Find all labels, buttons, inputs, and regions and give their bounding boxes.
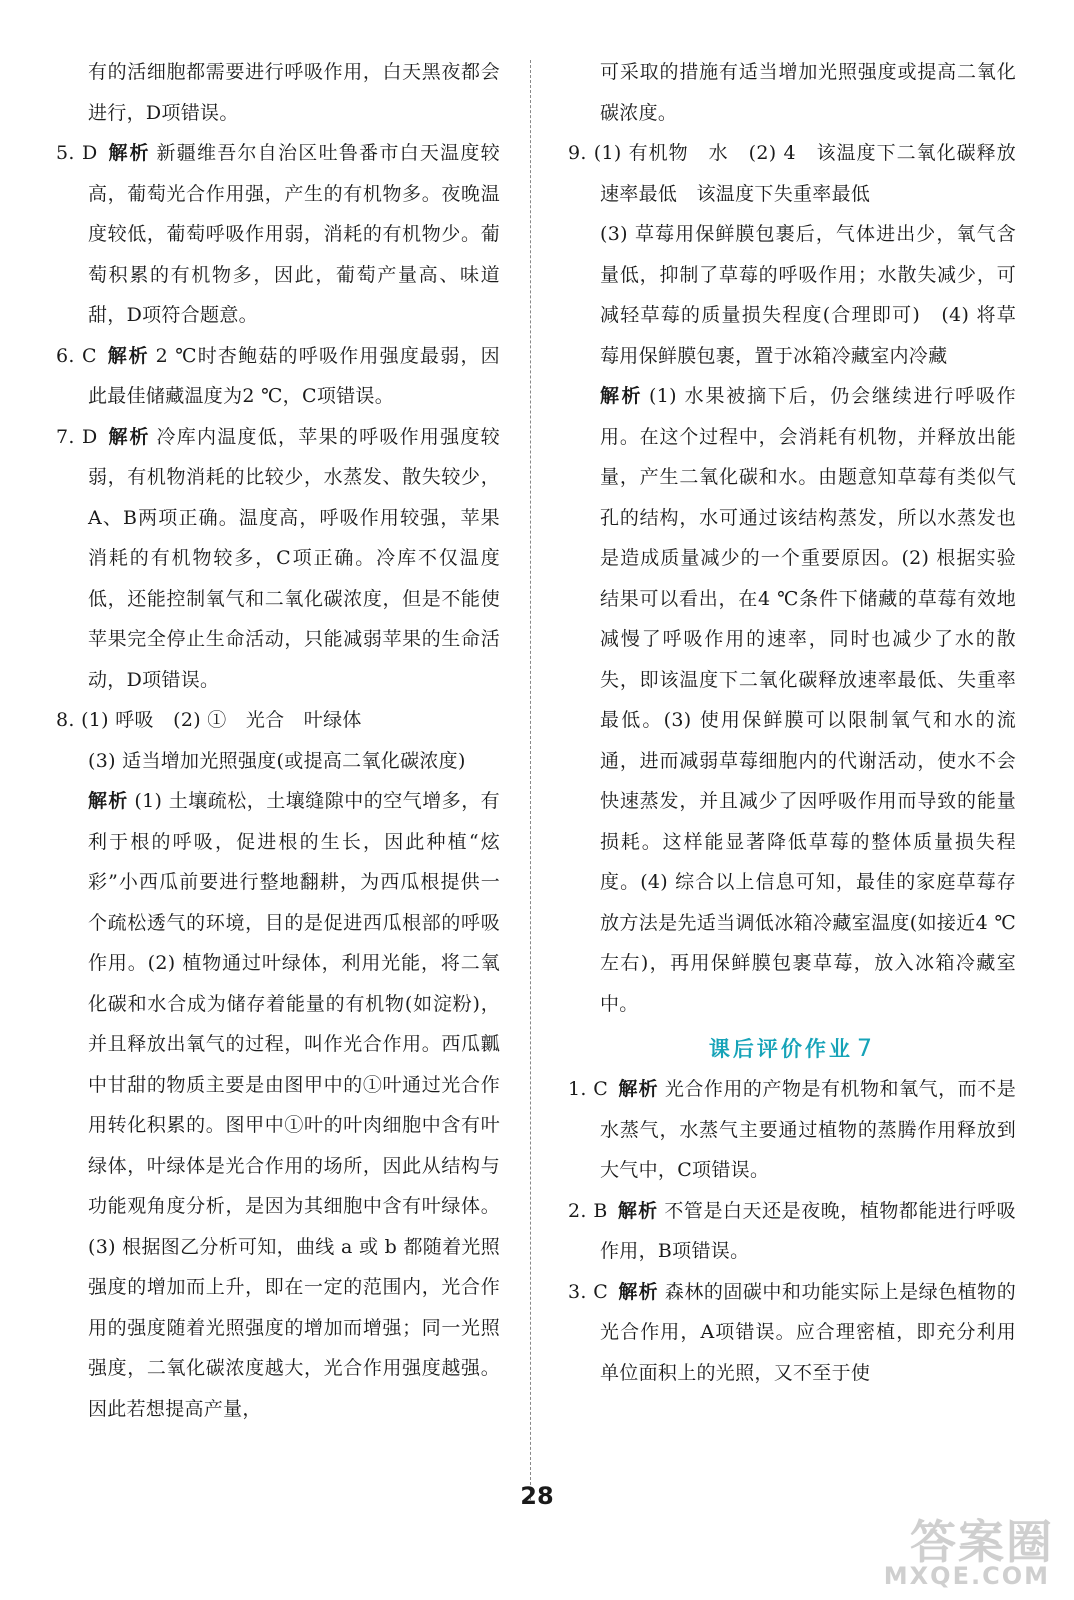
answer-item-9: 9. (1) 有机物 水 (2) 4 该温度下二氧化碳释放速率最低 该温度下失重率最低: [568, 142, 1016, 205]
answer-item-9-analysis: 解析 (1) 水果被摘下后，仍会继续进行呼吸作用。在这个过程中，会消耗有机物，并释放出能量，产生二氧化碳和水。由题意知草莓有类似气孔的结构，水可通过该结构蒸发，所以水蒸发也是造成质量减少的一个重要原因。(2) 根据实验结果可以看出，在4 ℃条件下储藏的草莓有效地减慢了呼吸作用的速率，同时也减少了水的散失，即该温度下二氧化碳释放速率最低、失重率最低。(3) 使用保鲜膜可以限制氧气和水的流通，进而减弱草莓细胞内的代谢活动，使水不会快速蒸发，并且减少了因呼吸作用而导致的能量损耗。这样能显著降低草莓的整体质量损失程度。(4) 综合以上信息可知，最佳的家庭草莓存放方法是先适当调低冰箱冷藏室温度(如接近4 ℃左右)，再用保鲜膜包裹草莓，放入冰箱冷藏室中。: [600, 385, 1016, 1015]
section-heading: 课后评价作业 7: [708, 1034, 876, 1062]
answer-item-8-analysis: 解析 (1) 土壤疏松，土壤缝隙中的空气增多，有利于根的呼吸，促进根的生长，因此种植“炫彩”小西瓜前要进行整地翻耕，为西瓜根提供一个疏松透气的环境，目的是促进西瓜根部的呼吸作用。(2) 植物通过叶绿体，利用光能，将二氧化碳和水合成为储存着能量的有机物(如淀粉)，并且释放出氧气的过程，叫作光合作用。西瓜瓤中甘甜的物质主要是由图甲中的①叶通过光合作用转化积累的。图甲中①叶的叶肉细胞中含有叶绿体，叶绿体是光合作用的场所，因此从结构与功能观角度分析，是因为其细胞中含有叶绿体。(3) 根据图乙分析可知，曲线 a 或 b 都随着光照强度的增加而上升，即在一定的范围内，光合作用的强度随着光照强度的增加而增强；同一光照强度，二氧化碳浓度越大，光合作用强度越强。因此若想提高产量，: [88, 790, 500, 1420]
paragraph: 有的活细胞都需要进行呼吸作用，白天黑夜都会进行，D项错误。: [88, 61, 500, 124]
answer-item-3: 3. C 解析 森林的固碳中和功能实际上是绿色植物的光合作用，A项错误。应合理密植，即充分利用单位面积上的光照，又不至于使: [568, 1280, 1016, 1384]
right-column: [568, 52, 1016, 1393]
column-divider: [530, 60, 531, 1500]
answer-item-7: 7. D 解析 冷库内温度低，苹果的呼吸作用强度较弱，有机物消耗的比较少，水蒸发、散失较少，A、B两项正确。温度高，呼吸作用较强，苹果消耗的有机物较多，C项正确。冷库不仅温度低，还能控制氧气和二氧化碳浓度，但是不能使苹果完全停止生命活动，只能减弱苹果的生命活动，D项错误。: [56, 425, 500, 691]
answer-item-6: 6. C 解析 2 ℃时杏鲍菇的呼吸作用强度最弱，因此最佳储藏温度为2 ℃，C项错误。: [56, 344, 500, 407]
paragraph: 可采取的措施有适当增加光照强度或提高二氧化碳浓度。: [600, 61, 1016, 124]
answer-item-8: 8. (1) 呼吸 (2) ① 光合 叶绿体: [56, 709, 362, 731]
watermark-url: MXQE.COM: [883, 1562, 1050, 1590]
watermark-logo: [872, 1504, 1062, 1594]
left-column: [56, 52, 500, 1429]
watermark-text: 答案圈: [910, 1515, 1054, 1569]
answer-item-5: 5. D 解析 新疆维吾尔自治区吐鲁番市白天温度较高，葡萄光合作用强，产生的有机物多。夜晚温度较低，葡萄呼吸作用弱，消耗的有机物少。葡萄积累的有机物多，因此，葡萄产量高、味道甜，D项符合题意。: [56, 142, 500, 326]
answer-item-2: 2. B 解析 不管是白天还是夜晚，植物都能进行呼吸作用，B项错误。: [568, 1199, 1016, 1262]
answer-item-9-part3: (3) 草莓用保鲜膜包裹后，气体进出少，氧气含量低，抑制了草莓的呼吸作用；水散失减少，可减轻草莓的质量损失程度(合理即可) (4) 将草莓用保鲜膜包裹，置于冰箱冷藏室内冷藏: [600, 223, 1016, 367]
page-number: 28: [520, 1482, 554, 1510]
answer-item-8-part3: (3) 适当增加光照强度(或提高二氧化碳浓度): [88, 749, 466, 772]
answer-item-1: 1. C 解析 光合作用的产物是有机物和氧气，而不是水蒸气，水蒸气主要通过植物的蒸腾作用释放到大气中，C项错误。: [568, 1078, 1016, 1181]
